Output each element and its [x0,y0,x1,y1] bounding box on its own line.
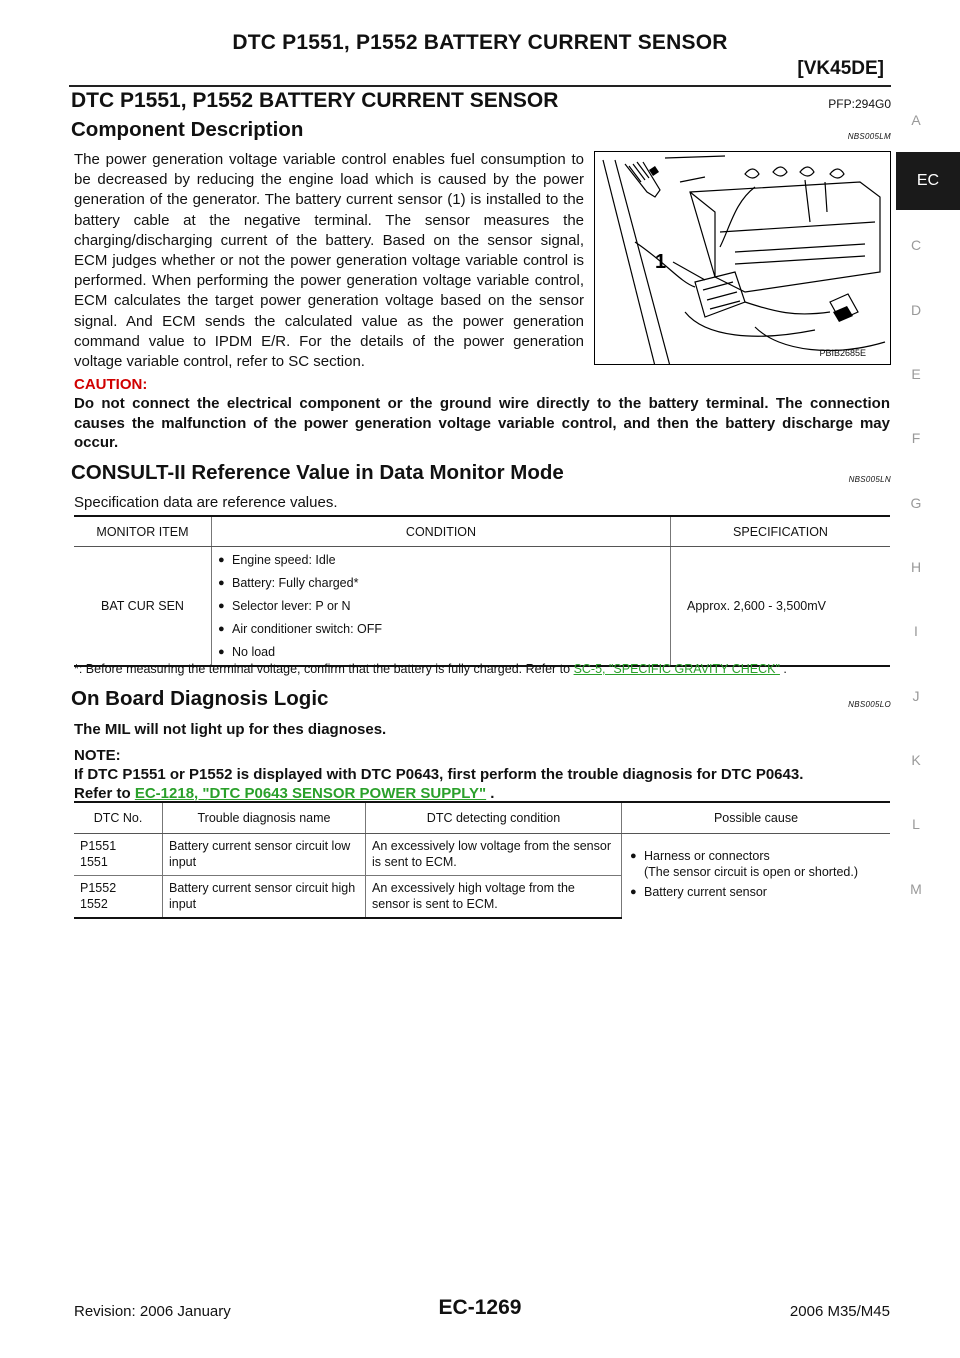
side-index-f[interactable]: F [911,430,921,446]
bullet-icon: ● [630,886,637,898]
cause-detail: (The sensor circuit is open or shorted.) [644,865,858,879]
dtc-table [74,801,890,919]
side-index-a[interactable]: A [911,112,921,128]
side-index-k[interactable]: K [911,752,921,768]
component-description-code: NBS005LM [847,132,891,141]
dtc-code-alt: 1551 [80,855,108,869]
list-item: ● Air conditioner switch: OFF [216,618,669,641]
part-code: PFP:294G0 [828,97,891,111]
obd-code: NBS005LO [848,700,891,709]
side-index-j[interactable]: J [912,688,920,704]
condition-cell: An excessively high voltage from the sensor is sent to ECM. [366,876,622,919]
dtc-cell [74,834,163,876]
side-index-g[interactable]: G [910,495,922,511]
condition-list [216,549,669,664]
side-index-m[interactable]: M [910,881,922,897]
col-condition: CONDITION [212,516,671,547]
list-item: ● Battery: Fully charged* [216,572,669,595]
table-row [74,834,890,876]
side-index-d[interactable]: D [910,302,922,318]
refer-prefix: Refer to [74,785,135,802]
engine-bay-illustration [595,152,891,365]
dtc-cell [74,876,163,919]
specification-cell: Approx. 2,600 - 3,500mV [671,547,891,667]
cause-text: Battery current sensor [644,885,767,899]
dtc-code: P1551 [80,839,117,853]
running-header-title: DTC P1551, P1552 BATTERY CURRENT SENSOR [232,31,728,54]
possible-cause-cell [622,834,891,919]
footnote-suffix: . [779,662,787,676]
dtc-code-alt: 1552 [80,897,108,911]
revision-date: Revision: 2006 January [74,1303,231,1320]
col-possible-cause: Possible cause [622,802,891,834]
list-item: ● Engine speed: Idle [216,549,669,572]
cause-item [628,884,884,900]
cause-item [628,848,884,880]
cause-text: Harness or connectors [644,849,770,863]
trouble-name-cell: Battery current sensor circuit high input [163,876,366,919]
figure-label: PBIB2685E [819,348,866,358]
list-item: ● No load [216,641,669,664]
consult-code: NBS005LN [848,475,891,484]
side-index-e[interactable]: E [911,366,921,382]
col-monitor-item: MONITOR ITEM [74,516,212,547]
condition-cell: An excessively low voltage from the sensor is sent to ECM. [366,834,622,876]
monitor-item-cell: BAT CUR SEN [74,547,212,667]
side-index-c[interactable]: C [910,237,922,253]
condition-cell [212,547,671,667]
consult-heading: CONSULT-II Reference Value in Data Monitor Mode [71,461,564,484]
model-name: 2006 M35/M45 [789,1303,890,1320]
sensor-power-supply-link[interactable]: EC-1218, "DTC P0643 SENSOR POWER SUPPLY" [134,785,487,802]
data-monitor-table [74,515,890,667]
side-index-i[interactable]: I [914,623,918,639]
trouble-name-cell: Battery current sensor circuit low input [163,834,366,876]
side-index-l[interactable]: L [912,816,920,832]
col-specification: SPECIFICATION [671,516,891,547]
header-divider [69,85,891,87]
dtc-code: P1552 [80,881,117,895]
note-text [74,765,890,803]
table-row [74,547,890,667]
specific-gravity-check-link[interactable]: SC-5, "SPECIFIC GRAVITY CHECK" [573,662,780,676]
callout-number: 1 [655,251,667,273]
note-body: If DTC P1551 or P1552 is displayed with DTC P0643, first perform the trouble diagnosis for DTC P0643. [74,766,804,783]
caution-text: Do not connect the electrical component or the ground wire directly to the battery terminal. The connection causes the malfunction of the power generation voltage variable control, and then the battery discharge may occur. [74,395,890,451]
list-item: ● Selector lever: P or N [216,595,669,618]
footnote-text: *: Before measuring the terminal voltage, confirm that the battery is fully charged. Refer to [74,662,574,676]
side-index-h[interactable]: H [910,559,922,575]
obd-heading: On Board Diagnosis Logic [71,687,329,710]
page-number: EC-1269 [438,1296,522,1319]
bullet-icon: ● [630,850,637,862]
engine-code-header: [VK45DE] [797,58,884,79]
table-footnote [74,662,787,676]
col-detecting-condition: DTC detecting condition [366,802,622,834]
refer-suffix: . [486,785,495,802]
col-trouble-name: Trouble diagnosis name [163,802,366,834]
battery-current-sensor-figure [594,151,891,365]
caution-heading: CAUTION: [74,376,148,393]
col-dtc-no: DTC No. [74,802,163,834]
mil-note: The MIL will not light up for thes diagnoses. [74,721,387,738]
section-title: DTC P1551, P1552 BATTERY CURRENT SENSOR [71,89,559,112]
note-heading: NOTE: [74,747,121,764]
component-description-heading: Component Description [71,118,304,141]
spec-reference-note: Specification data are reference values. [74,494,338,511]
side-index-ec-active[interactable]: EC [896,152,960,210]
component-description-text: The power generation voltage variable control enables fuel consumption to be decreased by reducing the engine load which is caused by the power generation of the generator. The battery current sensor (1) is installed to the battery cable at the negative terminal. The sensor measures the charging/discharging current of the battery. Based on the sensor signal, ECM judges whether or not the power generation voltage variable control is performed. When performing the power generation voltage variable control, ECM calculates the target power generation voltage based on the sensor signal. And ECM sends the calculated value as the power generation command value to IPDM E/R. For the details of the power generation voltage variable control, refer to SC section. [74,151,584,371]
